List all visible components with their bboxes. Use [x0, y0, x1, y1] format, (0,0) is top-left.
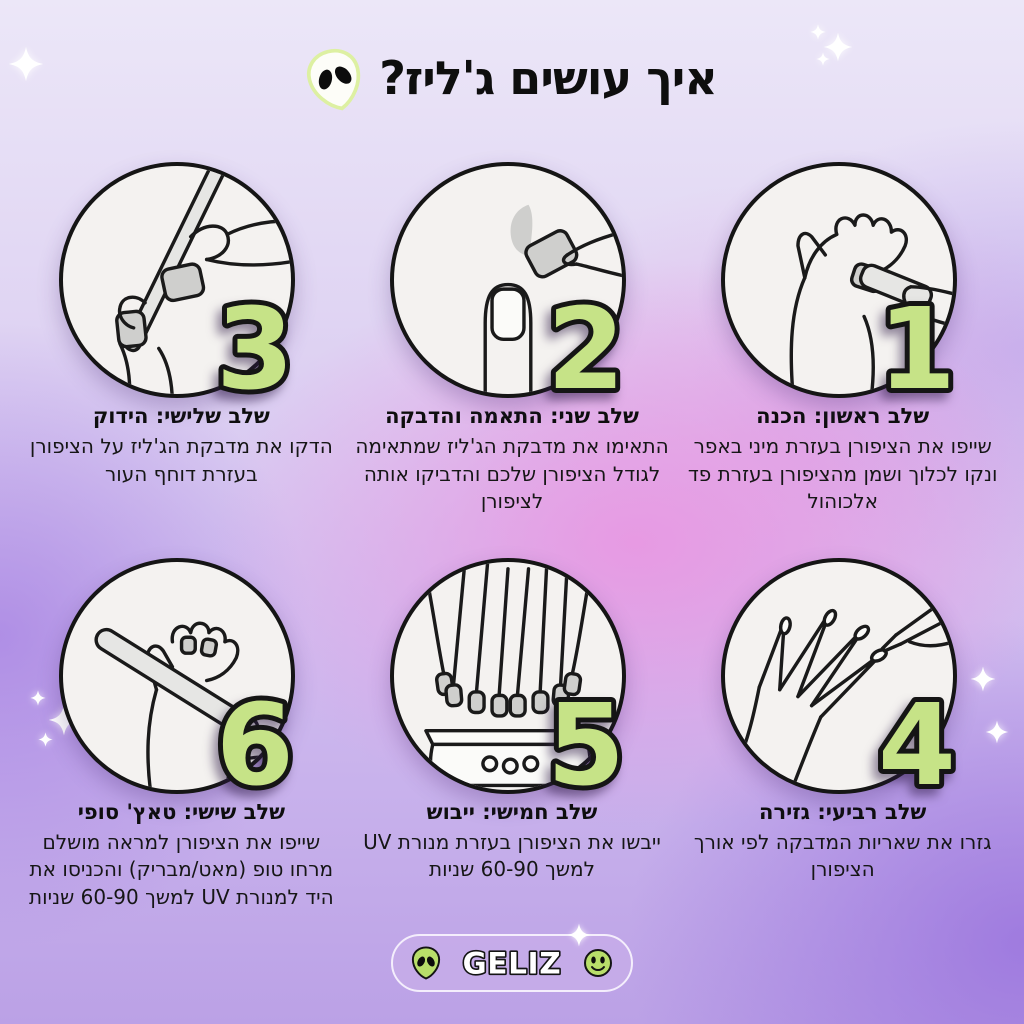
brand-badge	[391, 934, 633, 992]
svg-text:4: 4	[877, 681, 956, 804]
step-5-circle	[398, 558, 626, 804]
step-2-number	[530, 286, 642, 408]
step-1-number	[861, 286, 973, 408]
alien-icon	[300, 42, 370, 118]
sparkle-icon	[985, 720, 1009, 744]
step-2-body: התאימו את מדבקת הג'ליז שמתאימה לגודל הציפורן שלכם והדביקו אותה לציפורן	[355, 434, 669, 514]
step-1-heading: שלב ראשון: הכנה	[756, 404, 930, 428]
footer	[391, 934, 633, 992]
step-1-circle	[729, 162, 957, 408]
step-2	[347, 162, 678, 516]
step-3-circle	[67, 162, 295, 408]
sparkle-icon	[38, 732, 53, 747]
step-5-number	[530, 682, 642, 804]
step-6-number	[199, 682, 311, 804]
step-3-heading: שלב שלישי: הידוק	[92, 404, 270, 428]
step-3	[16, 162, 347, 516]
step-6-heading: שלב שישי: טאץ' סופי	[77, 799, 286, 824]
step-1-body: שייפו את הציפורן בעזרת מיני באפר ונקו לכלוך ושמן מהציפורן בעזרת פד אלכוהול	[687, 434, 998, 514]
step-3-number	[199, 286, 311, 408]
step-2-heading: שלב שני: התאמה והדבקה	[385, 404, 639, 428]
header	[0, 0, 1024, 112]
step-6-circle	[67, 558, 295, 804]
brand-logo	[451, 943, 573, 983]
step-5	[347, 558, 678, 912]
step-5-heading: שלב חמישי: ייבוש	[426, 799, 598, 824]
sparkle-icon	[970, 666, 996, 692]
step-3-body: הדקו את מדבקת הג'ליז על הציפורן בעזרת דוחף העור	[29, 434, 333, 486]
step-4-circle	[729, 558, 957, 804]
sparkle-icon	[567, 923, 591, 947]
step-4-number	[861, 682, 973, 804]
step-4-heading: שלב רביעי: גזירה	[759, 799, 927, 824]
svg-text:1: 1	[877, 286, 956, 408]
svg-text:GELIZ: GELIZ	[462, 946, 562, 981]
alien-icon	[411, 946, 441, 980]
svg-text:5: 5	[547, 681, 625, 804]
step-1	[677, 162, 1008, 516]
sparkle-icon	[816, 52, 830, 66]
svg-text:2: 2	[547, 286, 625, 408]
step-5-body: ייבשו את הציפורן בעזרת מנורת UV למשך 60-90 שניות	[363, 829, 661, 882]
step-4	[677, 558, 1008, 912]
sparkle-icon	[8, 46, 44, 82]
svg-text:3: 3	[216, 286, 295, 408]
step-6	[16, 558, 347, 912]
steps-grid	[16, 162, 1008, 912]
smiley-icon	[583, 948, 613, 978]
page-title: איך עושים ג'ליז?	[379, 51, 717, 105]
svg-text:6: 6	[216, 681, 295, 804]
step-4-body: גזרו את שאריות המדבקה לפי אורך הציפורן	[693, 829, 992, 882]
sparkle-icon	[30, 690, 46, 706]
step-2-circle	[398, 162, 626, 408]
step-6-body: שייפו את הציפורן למראה מושלם מרחו טופ (מאט/מבריק) והכניסו את היד למנורת UV למשך 60-90 שניות	[29, 829, 334, 909]
